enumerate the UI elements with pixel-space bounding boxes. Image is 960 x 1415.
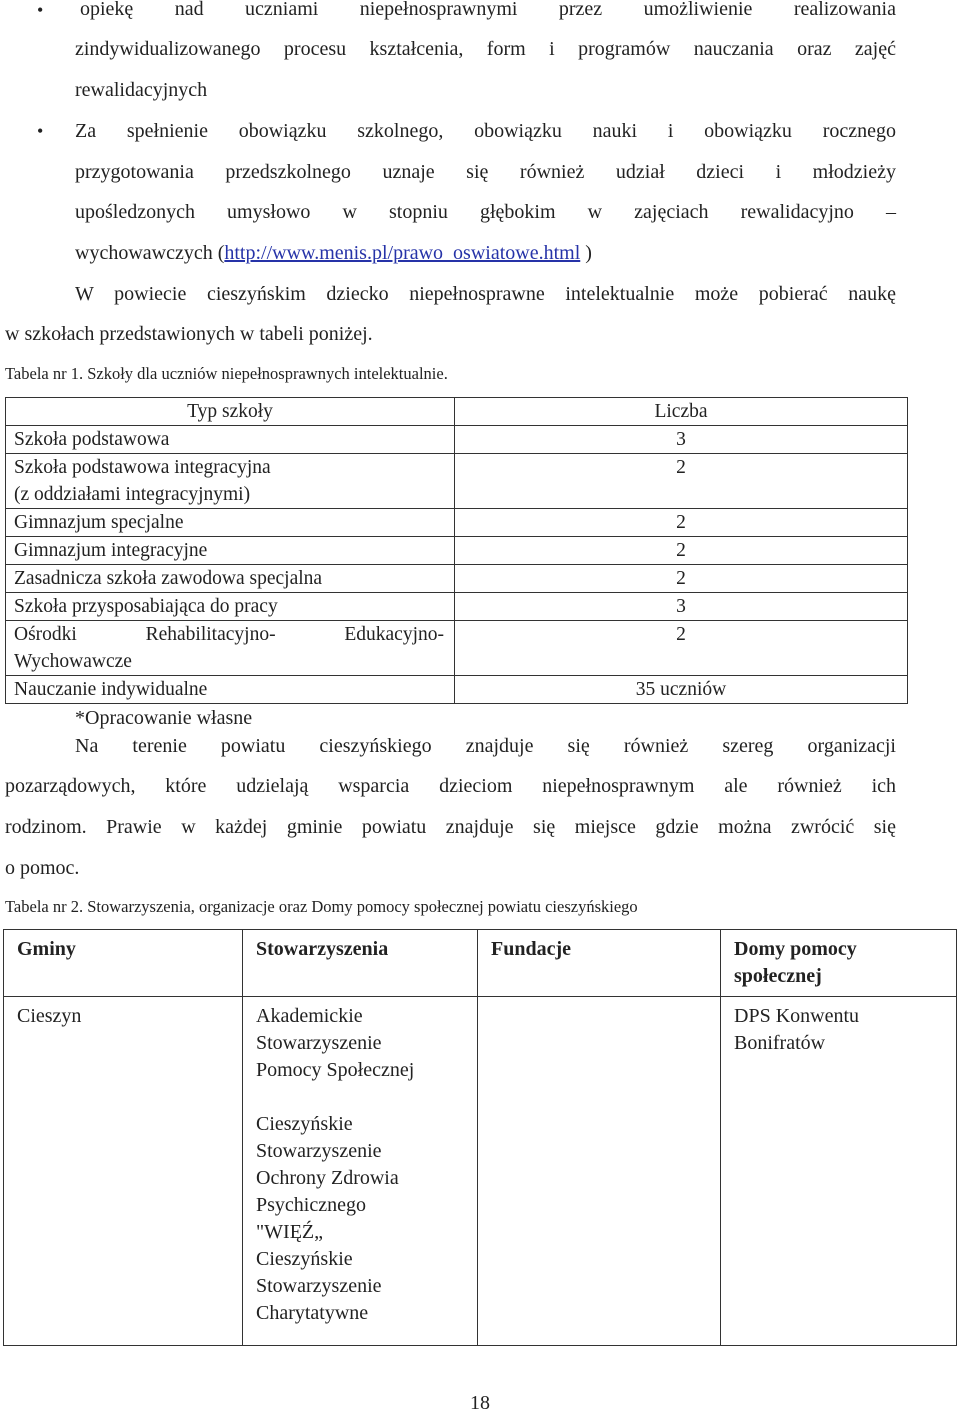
para2-line1: Na terenie powiatu cieszyńskiego znajduje się również szereg organizacji [75, 735, 896, 757]
school-count: 3 [455, 593, 908, 621]
bullet2-line4: wychowawczych (http://www.menis.pl/prawo_oswiatowe.html ) [75, 242, 592, 264]
bullet1-line1: opiekę nad uczniami niepełnosprawnymi przez umożliwienie realizowania [80, 0, 896, 20]
gmina-cell: Cieszyn [4, 997, 243, 1346]
table2-caption: Tabela nr 2. Stowarzyszenia, organizacje oraz Domy pomocy społecznej powiatu cieszyńskiego [5, 897, 638, 916]
header-domy-pomocy: Domy pomocy społecznej [721, 930, 957, 997]
school-type: Zasadnicza szkoła zawodowa specjalna [6, 565, 455, 593]
bullet-marker: • [37, 0, 44, 20]
bullet2-line2: przygotowania przedszkolnego uznaje się również udział dzieci i młodzieży [75, 161, 896, 183]
fundacje-cell [478, 997, 721, 1346]
table-row [6, 537, 908, 565]
bullet1-line2: zindywidualizowanego procesu kształcenia, form i programów nauczania oraz zajęć [75, 38, 896, 60]
para2-line3: rodzinom. Prawie w każdej gminie powiatu znajduje się miejsce gdzie można zwrócić się [5, 816, 896, 838]
school-count: 2 [455, 509, 908, 537]
table-row [4, 997, 957, 1346]
school-type: Szkoła podstawowa [6, 426, 455, 454]
school-type: Szkoła podstawowa integracyjna (z oddziałami integracyjnymi) [6, 454, 455, 509]
bullet-marker: • [37, 121, 44, 141]
association-entry: Akademickie Stowarzyszenie Pomocy Społecznej [256, 1005, 415, 1081]
para2-line4: o pomoc. [5, 857, 80, 879]
header-gminy: Gminy [4, 930, 243, 997]
school-count: 2 [455, 621, 908, 676]
table-row [6, 593, 908, 621]
school-type: Gimnazjum specjalne [6, 509, 455, 537]
table1-caption: Tabela nr 1. Szkoły dla uczniów niepełnosprawnych intelektualnie. [5, 364, 448, 383]
school-count: 3 [455, 426, 908, 454]
school-count: 35 uczniów [455, 676, 908, 704]
stowarzyszenia-cell [243, 997, 478, 1346]
page-number: 18 [470, 1392, 490, 1414]
association-entry: Cieszyńskie Stowarzyszenie Ochrony Zdrowia Psychicznego "WIĘŹ„ Cieszyńskie Stowarzyszenie Charytatywne [256, 1113, 399, 1324]
table-row [6, 426, 908, 454]
header-type: Typ szkoły [6, 398, 455, 426]
school-type: Nauczanie indywidualne [6, 676, 455, 704]
bullet1-line3: rewalidacyjnych [75, 79, 208, 101]
school-type: Ośrodki Rehabilitacyjno- Edukacyjno- Wychowawcze [6, 621, 455, 676]
header-count: Liczba [455, 398, 908, 426]
table-header-row [6, 398, 908, 426]
para2-line2: pozarządowych, które udzielają wsparcia dzieciom niepełnosprawnym ale również ich [5, 775, 896, 797]
school-count: 2 [455, 454, 908, 509]
organizations-table [3, 929, 957, 1346]
bullet2-line3: upośledzonych umysłowo w stopniu głębokim w zajęciach rewalidacyjno – [75, 201, 896, 223]
table-row [6, 509, 908, 537]
header-stowarzyszenia: Stowarzyszenia [243, 930, 478, 997]
para-line2: w szkołach przedstawionych w tabeli poniżej. [5, 323, 373, 345]
header-fundacje: Fundacje [478, 930, 721, 997]
table-row [6, 454, 908, 509]
school-count: 2 [455, 565, 908, 593]
school-count: 2 [455, 537, 908, 565]
para-line1: W powiecie cieszyńskim dziecko niepełnosprawne intelektualnie może pobierać naukę [75, 283, 896, 305]
school-type: Gimnazjum integracyjne [6, 537, 455, 565]
bullet2-line1: Za spełnienie obowiązku szkolnego, obowiązku nauki i obowiązku rocznego [75, 120, 896, 142]
table-row [6, 676, 908, 704]
menis-link[interactable]: http://www.menis.pl/prawo_oswiatowe.html [224, 242, 581, 264]
school-type: Szkoła przysposabiająca do pracy [6, 593, 455, 621]
table-row [6, 565, 908, 593]
table1-source: *Opracowanie własne [75, 707, 253, 729]
table-header-row [4, 930, 957, 997]
schools-table [5, 397, 908, 704]
table-row [6, 621, 908, 676]
domy-cell: DPS Konwentu Bonifratów [721, 997, 957, 1346]
